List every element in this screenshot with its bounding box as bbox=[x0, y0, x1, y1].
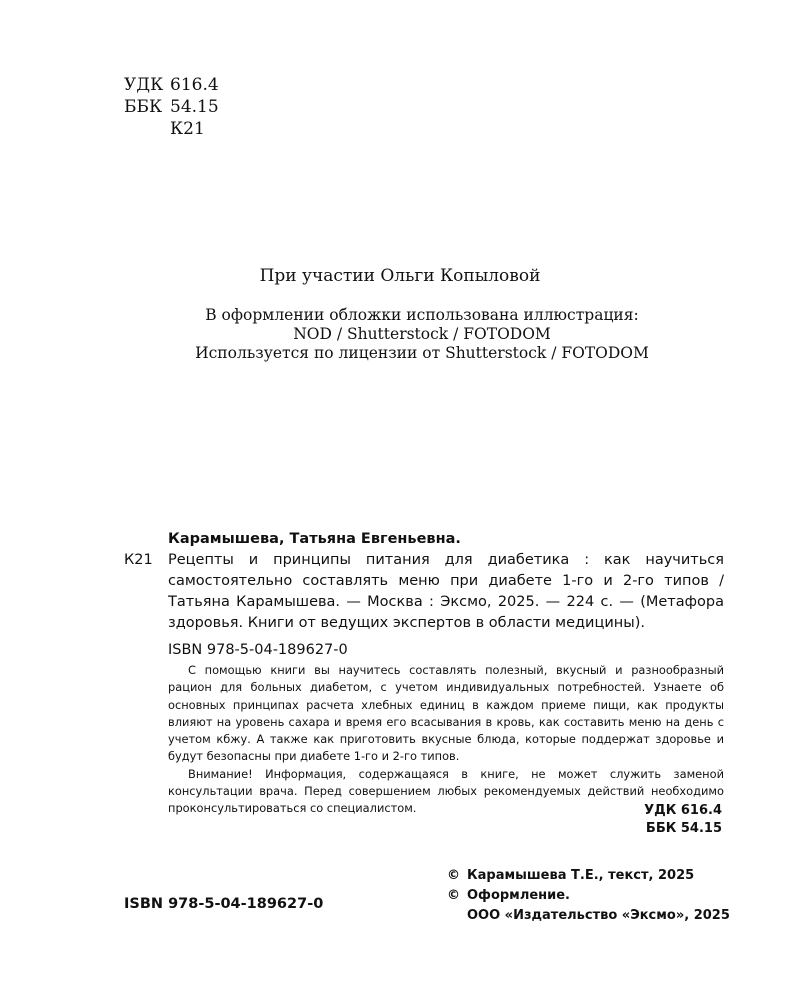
copyright-icon: © bbox=[447, 888, 460, 903]
copyright-line-2 bbox=[447, 886, 730, 906]
classification-block bbox=[124, 74, 219, 140]
participation-note: При участии Ольги Копыловой bbox=[259, 266, 541, 286]
cover-info-line-2: NOD / Shutterstock / FOTODOM bbox=[293, 325, 551, 343]
copyright-icon: © bbox=[447, 868, 460, 883]
udk-value: 616.4 bbox=[170, 75, 219, 95]
bbk-value: 54.15 bbox=[170, 97, 219, 117]
annotation bbox=[168, 662, 724, 818]
bbk-label: ББК bbox=[124, 97, 163, 117]
index-codes-right bbox=[644, 802, 722, 838]
cover-illustration-info bbox=[0, 306, 800, 363]
record-author: Карамышева, Татьяна Евгеньевна. bbox=[168, 531, 461, 547]
copyright-line-3: ООО «Издательство «Эксмо», 2025 bbox=[467, 908, 730, 923]
annotation-paragraph-2: Внимание! Информация, содержащаяся в книге, не может служить заменой консультации врача. Перед совершением любых рекомендуемых действий необходимо проконсультироваться со специалистом. bbox=[168, 766, 724, 816]
udk-label: УДК bbox=[124, 75, 164, 95]
copyright-text-1: Карамышева Т.Е., текст, 2025 bbox=[467, 868, 695, 883]
udk-line bbox=[124, 74, 219, 96]
author-sign: К21 bbox=[170, 119, 205, 139]
copyright-line-1 bbox=[447, 866, 730, 886]
cover-info-line-3: Используется по лицензии от Shutterstock / FOTODOM bbox=[195, 344, 649, 362]
bbk-line bbox=[124, 96, 219, 118]
copyright-block bbox=[447, 866, 730, 926]
record-body bbox=[124, 550, 724, 634]
record-code: К21 bbox=[124, 552, 153, 568]
cover-info-line-1: В оформлении обложки использована иллюстрация: bbox=[205, 306, 639, 324]
copyright-text-2: Оформление. bbox=[467, 888, 570, 903]
annotation-paragraph-1: С помощью книги вы научитесь составлять полезный, вкусный и разнообразный рацион для больных диабетом, с учетом индивидуальных потребностей. Узнаете об основных принципах расчета хлебных единиц в каждом приеме пищи, как продукты влияют на уровень сахара и время его всасывания в кровь, как составить меню на день с учетом кбжу. А также как приготовить вкусные блюда, которые поддержат здоровье и будут безопасны при диабете 1-го и 2-го типов. bbox=[168, 663, 724, 764]
record-description: Рецепты и принципы питания для диабетика : как научиться самостоятельно составлять меню при диабете 1-го и 2-го типов / Татьяна Карамышева. — Москва : Эксмо, 2025. — 224 с. — (Метафора здоровья. Книги от ведущих экспертов в области медицины). bbox=[168, 552, 724, 631]
record-isbn: ISBN 978-5-04-189627-0 bbox=[168, 642, 348, 658]
index-udk: УДК 616.4 bbox=[644, 803, 722, 818]
isbn-bottom: ISBN 978-5-04-189627-0 bbox=[124, 896, 324, 912]
index-bbk: ББК 54.15 bbox=[645, 821, 722, 836]
bibliographic-record bbox=[124, 528, 724, 660]
